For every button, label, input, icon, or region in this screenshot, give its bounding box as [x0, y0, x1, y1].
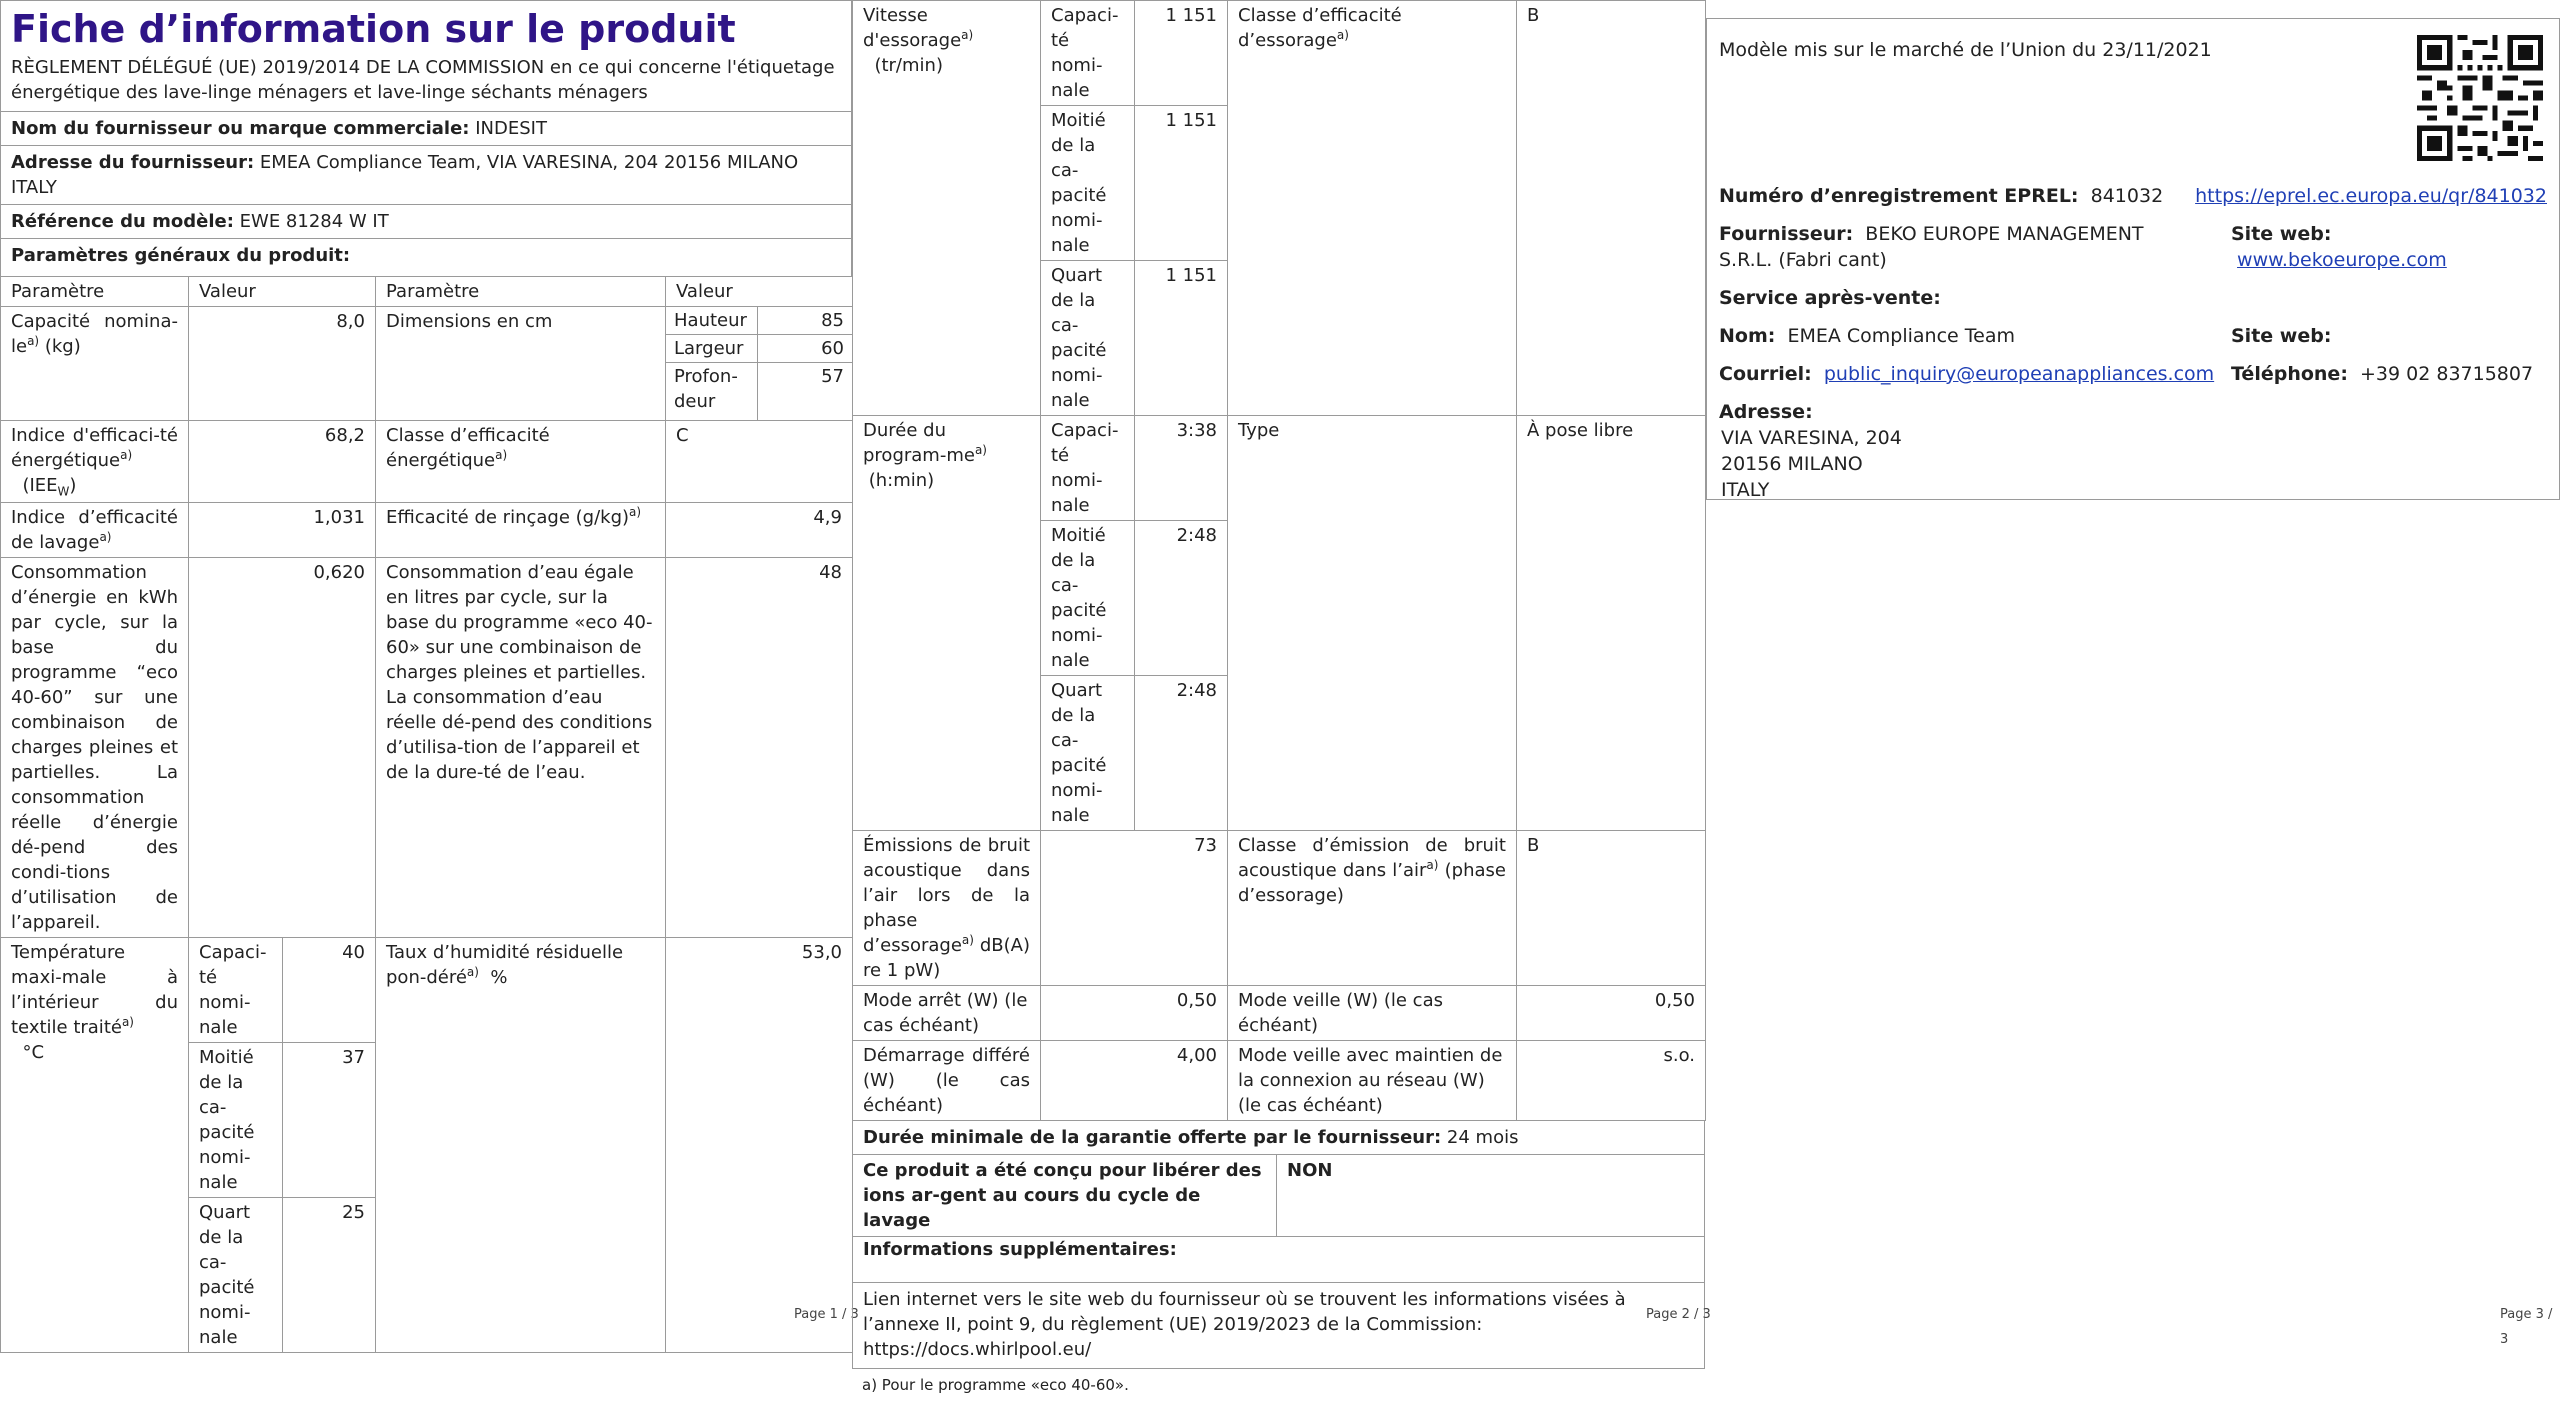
- spin-label: Vitesse d'essorage: [863, 5, 962, 51]
- water-cons-value: 48: [666, 558, 853, 938]
- page-1: [0, 0, 852, 1353]
- email-link[interactable]: public_inquiry@europeanappliances.com: [1823, 363, 2215, 385]
- address-value: EMEA Compliance Team, VIA VARESINA, 204 20156 MILANO ITALY: [11, 152, 799, 198]
- phone-label: Téléphone:: [2231, 363, 2348, 385]
- duration-half-value: 2:48: [1135, 521, 1228, 676]
- rinse-label: Efficacité de rinçage (g/kg): [386, 507, 630, 528]
- eei-label: Indice d'efficaci-té énergétique: [11, 425, 178, 471]
- noise-class-cell: [1228, 831, 1517, 986]
- duration-quarter-value: 2:48: [1135, 676, 1228, 831]
- page-2-number: Page 2 / 3: [1646, 1307, 1711, 1322]
- noise-unit: dB(A) re 1 pW): [863, 935, 1030, 981]
- service-site-label: Site web:: [2231, 325, 2332, 347]
- capacity-unit: (kg): [44, 336, 81, 357]
- capacity-label: Capacité nomina-le: [11, 311, 178, 357]
- spin-load-full: Capaci-té nomi-nale: [1041, 1, 1135, 106]
- sup-a: a): [974, 443, 987, 457]
- spin-class-value: B: [1517, 1, 1706, 416]
- phone-value: +39 02 83715807: [2360, 363, 2534, 385]
- page-2-footer-table: [852, 1120, 1705, 1369]
- spin-load-quarter: Quart de la ca-pacité nomi-nale: [1041, 261, 1135, 416]
- col-header-param: Paramètre: [1, 277, 189, 307]
- network-standby-value: s.o.: [1517, 1041, 1706, 1121]
- capacity-cell: [1, 307, 189, 421]
- sup-a: a): [961, 933, 974, 947]
- additional-text: Lien internet vers le site web du fournisseur où se trouvent les informations visées à l’annexe II, point 9, du règlement (UE) 2019/2023 de la Commission:: [863, 1289, 1626, 1335]
- duration-load-quarter: Quart de la ca-pacité nomi-nale: [1041, 676, 1135, 831]
- temp-load-full: Capaci-té nomi-nale: [189, 938, 283, 1043]
- spin-class-cell: [1228, 1, 1517, 416]
- ions-value: NON: [1277, 1155, 1705, 1237]
- width-label: Largeur: [666, 335, 758, 363]
- temp-half-value: 37: [283, 1043, 376, 1198]
- type-label: Type: [1228, 416, 1517, 831]
- manufacturer-label: Fournisseur:: [1719, 223, 1854, 245]
- site-label: Site web:: [2231, 223, 2332, 245]
- temp-quarter-value: 25: [283, 1198, 376, 1353]
- eprel-label: Numéro d’enregistrement EPREL:: [1719, 185, 2079, 207]
- eei-sub: W: [57, 484, 70, 499]
- height-label: Hauteur: [666, 307, 758, 335]
- spin-class-label: Classe d’efficacité d’essorage: [1238, 5, 1402, 51]
- service-name-label: Nom:: [1719, 325, 1776, 347]
- standby-label: Mode veille (W) (le cas échéant): [1228, 986, 1517, 1041]
- col-header-value-2: Valeur: [666, 277, 853, 307]
- duration-load-full: Capaci-té nomi-nale: [1041, 416, 1135, 521]
- manufacturer-value: BEKO EUROPE MANAGEMENT S.R.L. (Fabri cant): [1719, 223, 2144, 271]
- service-address-label: Adresse:: [1719, 401, 1813, 423]
- spin-half-value: 1 151: [1135, 106, 1228, 261]
- address-line-2: 20156 MILANO: [1721, 453, 1863, 475]
- depth-label: Profon-deur: [666, 363, 758, 421]
- warranty-value: 24 mois: [1446, 1127, 1519, 1148]
- sup-a: a): [1336, 28, 1349, 42]
- supplier-label: Nom du fournisseur ou marque commerciale:: [11, 118, 470, 139]
- type-value: À pose libre: [1517, 416, 1706, 831]
- spin-unit: (tr/min): [874, 55, 943, 76]
- dimensions-label: Dimensions en cm: [376, 307, 666, 421]
- washing-eff-label: Indice d’efficacité de lavage: [11, 507, 178, 553]
- page-2: [852, 0, 1705, 1402]
- page-3-box: [1706, 18, 2560, 500]
- duration-full-value: 3:38: [1135, 416, 1228, 521]
- temp-unit: °C: [22, 1042, 45, 1063]
- energy-class-cell: [376, 421, 666, 503]
- col-header-param-2: Paramètre: [376, 277, 666, 307]
- energy-class-value: C: [666, 421, 853, 503]
- eei-unit: (IEE: [22, 475, 58, 496]
- noise-class-value: B: [1517, 831, 1706, 986]
- qr-code-icon[interactable]: [2417, 35, 2543, 161]
- market-date: Modèle mis sur le marché de l’Union du 23/11/2021: [1719, 39, 2212, 61]
- page-3-number: Page 3 / 3: [2500, 1307, 2553, 1347]
- sup-a: a): [629, 505, 642, 519]
- email-label: Courriel:: [1719, 363, 1812, 385]
- rinse-cell: [376, 503, 666, 558]
- sup-a: a): [1426, 858, 1439, 872]
- sup-a: a): [961, 28, 974, 42]
- eprel-value: 841032: [2090, 185, 2164, 207]
- duration-load-half: Moitié de la ca-pacité nomi-nale: [1041, 521, 1135, 676]
- additional-label: Informations supplémentaires:: [863, 1239, 1177, 1260]
- model-label: Référence du modèle:: [11, 211, 234, 232]
- service-heading: Service après-vente:: [1719, 287, 1941, 309]
- model-value: EWE 81284 W IT: [239, 211, 389, 232]
- eprel-link[interactable]: https://eprel.ec.europa.eu/qr/841032: [2195, 185, 2547, 207]
- service-address: [1719, 399, 2547, 503]
- noise-label: Émissions de bruit acoustique dans l’air lors de la phase d’essorage: [863, 835, 1030, 956]
- temp-load-quarter: Quart de la ca-pacité nomi-nale: [189, 1198, 283, 1353]
- page-title: Fiche d’information sur le produit: [11, 7, 736, 51]
- washing-eff-cell: [1, 503, 189, 558]
- moisture-cell: [376, 938, 666, 1353]
- temp-load-half: Moitié de la ca-pacité nomi-nale: [189, 1043, 283, 1198]
- sup-a: a): [120, 448, 133, 462]
- standby-value: 0,50: [1517, 986, 1706, 1041]
- page-1-params-table: [0, 276, 853, 1353]
- washing-eff-value: 1,031: [189, 503, 376, 558]
- sup-a: a): [121, 1015, 134, 1029]
- service-name-value: EMEA Compliance Team: [1787, 325, 2015, 347]
- rinse-value: 4,9: [666, 503, 853, 558]
- off-mode-label: Mode arrêt (W) (le cas échéant): [853, 986, 1041, 1041]
- moisture-value: 53,0: [666, 938, 853, 1353]
- footnote: a) Pour le programme «eco 40-60».: [862, 1376, 1129, 1394]
- spin-cell: [853, 1, 1041, 416]
- duration-unit: (h:min): [868, 470, 935, 491]
- regulation-text: RÈGLEMENT DÉLÉGUÉ (UE) 2019/2014 DE LA COMMISSION en ce qui concerne l'étiquetage énergétique des lave-linge ménagers et lave-linge séchants ménagers: [11, 57, 835, 103]
- sup-a: a): [27, 334, 40, 348]
- address-line-1: VIA VARESINA, 204: [1721, 427, 1902, 449]
- supplier-value: INDESIT: [475, 118, 547, 139]
- eei-cell: Indice d'efficaci-té énergétique$^{a)}$ $(IEE_W)$: [1, 421, 189, 503]
- additional-link[interactable]: https://docs.whirlpool.eu/: [863, 1339, 1092, 1360]
- spin-full-value: 1 151: [1135, 1, 1228, 106]
- temp-cell: [1, 938, 189, 1353]
- moisture-unit: %: [490, 967, 508, 988]
- site-link[interactable]: www.bekoeurope.com: [2237, 249, 2447, 271]
- sup-a: a): [495, 448, 508, 462]
- ions-label: Ce produit a été conçu pour libérer des ions ar-gent au cours du cycle de lavage: [853, 1155, 1277, 1237]
- spin-quarter-value: 1 151: [1135, 261, 1228, 416]
- spin-load-half: Moitié de la ca-pacité nomi-nale: [1041, 106, 1135, 261]
- page-3: [1706, 18, 2560, 500]
- general-params-heading: Paramètres généraux du produit:: [11, 245, 351, 266]
- noise-class-suffix: (phase d’essorage): [1238, 860, 1506, 906]
- page-1-number: Page 1 / 3: [794, 1307, 859, 1322]
- width-value: 60: [758, 335, 853, 363]
- col-header-value: Valeur: [189, 277, 376, 307]
- page-2-params-table: [852, 0, 1706, 1121]
- energy-cons-value: 0,620: [189, 558, 376, 938]
- warranty-label: Durée minimale de la garantie offerte par le fournisseur:: [863, 1127, 1442, 1148]
- eei-value: 68,2: [189, 421, 376, 503]
- energy-class-label: Classe d’efficacité énergétique: [386, 425, 550, 471]
- address-line-3: ITALY: [1721, 479, 1770, 501]
- duration-cell: [853, 416, 1041, 831]
- delay-start-label: Démarrage différé (W) (le cas échéant): [853, 1041, 1041, 1121]
- duration-label: Durée du program-me: [863, 420, 975, 466]
- page-1-header-table: [0, 0, 852, 277]
- moisture-label: Taux d’humidité résiduelle pon-déré: [386, 942, 624, 988]
- energy-cons-label: Consommation d’énergie en kWh par cycle, sur la base du programme “eco 40-60” sur une combinaison de charges pleines et partielles. La consommation réelle d’énergie dé-pend des condi-tions d’utilisation de l’appareil.: [1, 558, 189, 938]
- height-value: 85: [758, 307, 853, 335]
- depth-value: 57: [758, 363, 853, 421]
- sup-a: a): [466, 965, 479, 979]
- off-mode-value: 0,50: [1041, 986, 1228, 1041]
- sup-a: a): [99, 530, 112, 544]
- capacity-value: 8,0: [189, 307, 376, 421]
- network-standby-label: Mode veille avec maintien de la connexion au réseau (W) (le cas échéant): [1228, 1041, 1517, 1121]
- noise-cell: [853, 831, 1041, 986]
- noise-value: 73: [1041, 831, 1228, 986]
- temp-label: Température maxi-male à l’intérieur du textile traité: [11, 942, 178, 1038]
- water-cons-label: Consommation d’eau égale en litres par cycle, sur la base du programme «eco 40-60» sur une combinaison de charges pleines et partielles. La consommation d’eau réelle dé-pend des conditions d’utilisa-tion de l’appareil et de la dure-té de l’eau.: [376, 558, 666, 938]
- noise-class-label: Classe d’émission de bruit acoustique dans l’air: [1238, 835, 1506, 881]
- address-label: Adresse du fournisseur:: [11, 152, 255, 173]
- delay-start-value: 4,00: [1041, 1041, 1228, 1121]
- temp-full-value: 40: [283, 938, 376, 1043]
